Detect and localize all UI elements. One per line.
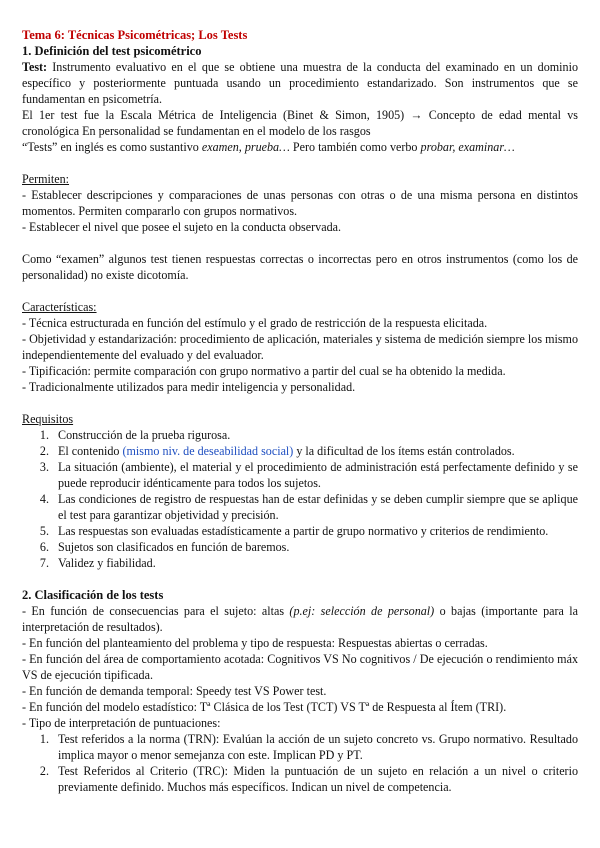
document-title: Tema 6: Técnicas Psicométricas; Los Tests — [22, 28, 248, 42]
permiten-item: - Establecer descripciones y comparaciones de unas personas con otras o de una misma persona en distintos momentos. Permiten compararlo con grupos normativos. — [22, 188, 578, 218]
list-item — [22, 443, 578, 459]
list-item-text: Construcción de la prueba rigurosa. — [58, 428, 231, 442]
tests-english-text-d: probar, examinar… — [420, 140, 515, 154]
list-item-text: Validez y fiabilidad. — [58, 556, 156, 570]
list-number: 2. — [39, 764, 49, 778]
tests-english-text-b: examen, prueba… — [201, 140, 290, 154]
clasificacion-1-text-c: o bajas (importante para la interpretación de resultados). — [22, 604, 578, 634]
requisitos-list — [22, 427, 578, 571]
requisito-2-highlight: (mismo niv. de deseabilidad social) — [122, 444, 294, 458]
list-number: 5. — [39, 524, 49, 538]
section-2-heading: 2. Clasificación de los tests — [22, 588, 164, 602]
tests-english-paragraph — [22, 139, 578, 155]
list-item — [22, 459, 578, 491]
list-item — [22, 491, 578, 523]
list-number: 6. — [39, 540, 49, 554]
clasificacion-item: - En función del área de comportamiento acotada: Cognitivos VS No cognitivos / De ejecución o rendimiento máx VS de ejecución tipificada. — [22, 652, 578, 682]
clasificacion-item: - Tipo de interpretación de puntuaciones: — [22, 716, 221, 730]
clasificacion-1-text-a: - En función de consecuencias para el sujeto: altas — [22, 604, 290, 618]
test-definition — [22, 59, 578, 107]
list-item-text: Test referidos a la norma (TRN): Evalúan la acción de un sujeto concreto vs. Grupo normativo. Resultado implica mayor o menor semejanza con este. Implican PD y PT. — [58, 732, 578, 762]
tests-english-text-a: “Tests” en inglés es como sustantivo — [22, 140, 202, 154]
list-number: 3. — [39, 460, 49, 474]
caracteristica-item: - Tipificación: permite comparación con grupo normativo a partir del cual se ha obtenido la medida. — [22, 364, 506, 378]
requisito-2-text-a: El contenido — [58, 444, 123, 458]
list-number: 7. — [39, 556, 49, 570]
list-item-text — [58, 443, 578, 459]
caracteristica-item: - Objetividad y estandarización: procedimiento de aplicación, materiales y sistema de medición siempre los mismo independientemente del evaluado y del evaluador. — [22, 332, 578, 362]
list-item-text: La situación (ambiente), el material y el procedimiento de administración está perfectamente definido y se puede reproducir idénticamente para todos los sujetos. — [58, 460, 578, 490]
requisito-2-text-c: y la dificultad de los ítems están controlados. — [293, 444, 515, 458]
list-item — [22, 427, 578, 443]
list-item — [22, 555, 578, 571]
list-number: 1. — [39, 732, 49, 746]
first-test-paragraph: El 1er test fue la Escala Métrica de Inteligencia (Binet & Simon, 1905) → Concepto de edad mental vs cronológica En personalidad se fundamentan en el modelo de los rasgos — [22, 108, 578, 138]
permiten-heading: Permiten: — [22, 172, 70, 186]
list-item-text: Las respuestas son evaluadas estadísticamente a partir de grupo normativo y criterios de rendimiento. — [58, 524, 549, 538]
section-1-heading: 1. Definición del test psicométrico — [22, 44, 202, 58]
clasificacion-item: - En función de demanda temporal: Speedy test VS Power test. — [22, 684, 327, 698]
permiten-item: - Establecer el nivel que posee el sujeto en la conducta observada. — [22, 220, 342, 234]
clasificacion-1-example: (p.ej: selección de personal) — [289, 604, 435, 618]
test-definition-text: Instrumento evaluativo en el que se obtiene una muestra de la conducta del examinado en un dominio específico y posteriormente puntuada usando un procedimiento estandarizado. Son instrumentos que se fundamentan en psicometría. — [22, 60, 578, 106]
caracteristicas-heading: Características: — [22, 300, 97, 314]
list-item-text: Test Referidos al Criterio (TRC): Miden la puntuación de un sujeto en relación a un nivel o criterio previamente definido. Muchos más específicos. Indican un nivel de competencia. — [58, 764, 578, 794]
caracteristica-item: - Técnica estructurada en función del estímulo y el grado de restricción de la respuesta elicitada. — [22, 316, 488, 330]
list-item — [22, 763, 578, 795]
clasificacion-item: - En función del planteamiento del problema y tipo de respuesta: Respuestas abiertas o cerradas. — [22, 636, 488, 650]
list-item — [22, 523, 578, 539]
examen-note: Como “examen” algunos test tienen respuestas correctas o incorrectas pero en otros instrumentos (como los de personalidad) no existe dicotomía. — [22, 252, 578, 282]
list-number: 1. — [39, 428, 49, 442]
test-label: Test: — [22, 60, 48, 74]
requisitos-heading: Requisitos — [22, 412, 74, 426]
clasificacion-item — [22, 603, 578, 635]
clasificacion-item: - En función del modelo estadístico: Tª Clásica de los Test (TCT) VS Tª de Respuesta al Ítem (TRI). — [22, 700, 507, 714]
list-item-text: Las condiciones de registro de respuestas han de estar definidas y se deben cumplir siempre que se aplique el test para garantizar objetividad y precisión. — [58, 492, 578, 522]
list-item — [22, 731, 578, 763]
list-number: 4. — [39, 492, 49, 506]
list-number: 2. — [39, 444, 49, 458]
tests-english-text-c: Pero también como verbo — [289, 140, 421, 154]
list-item-text: Sujetos son clasificados en función de baremos. — [58, 540, 290, 554]
interpretacion-list — [22, 731, 578, 795]
list-item — [22, 539, 578, 555]
caracteristica-item: - Tradicionalmente utilizados para medir inteligencia y personalidad. — [22, 380, 356, 394]
